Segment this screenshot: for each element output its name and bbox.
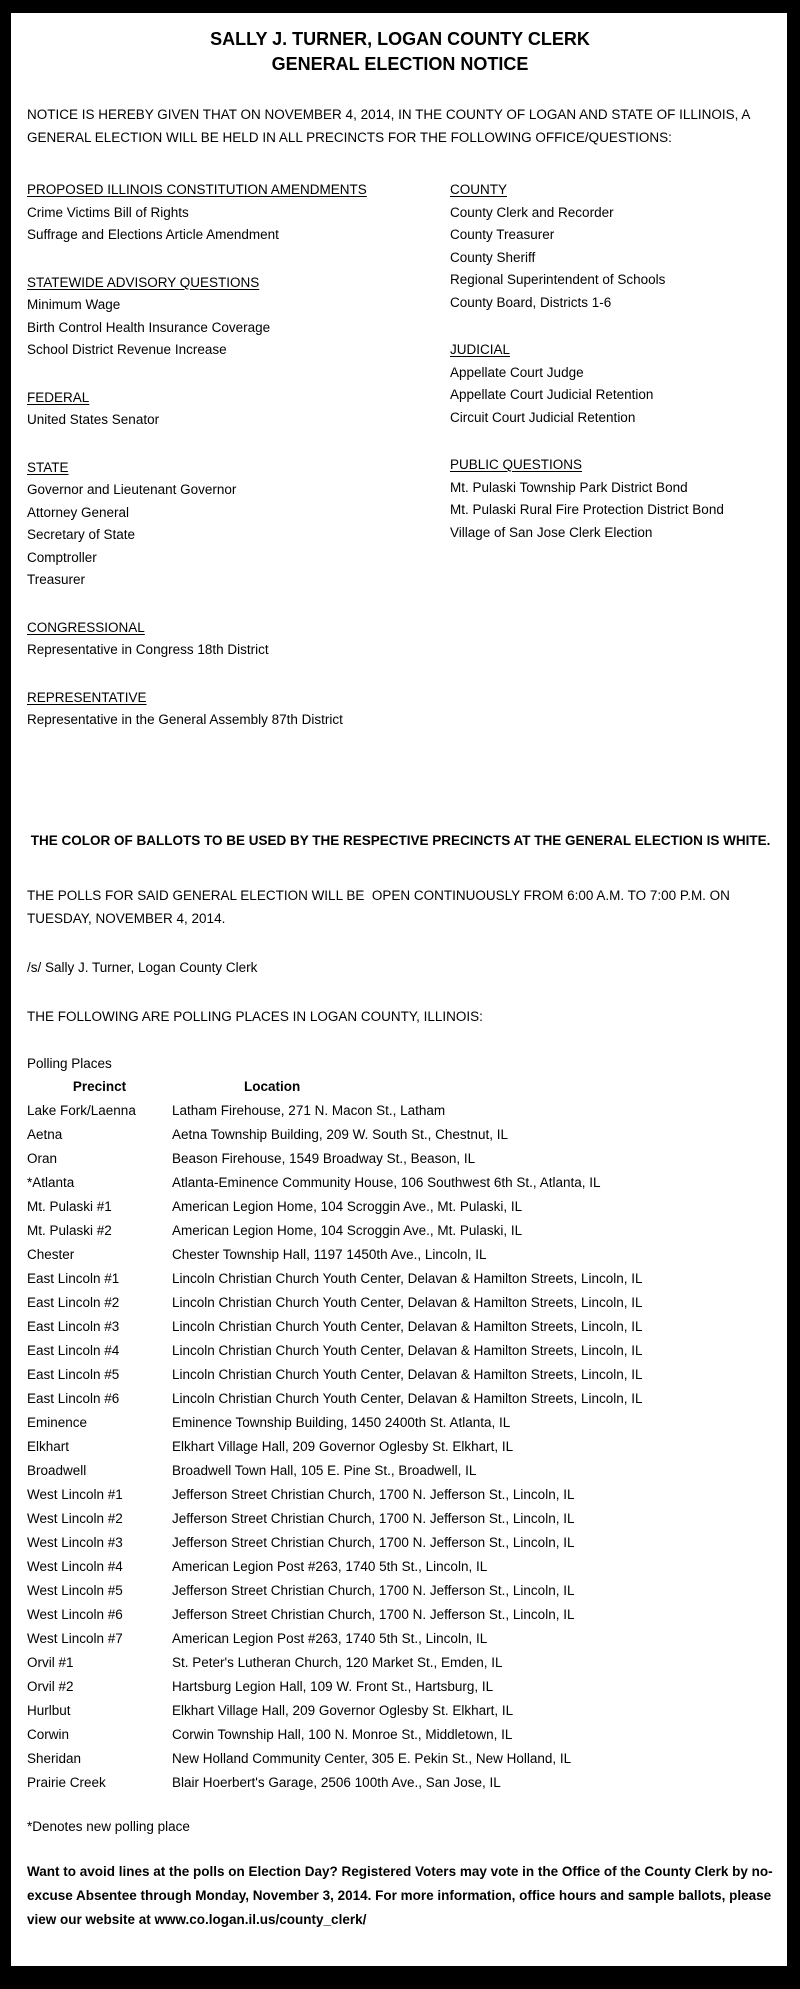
table-body <box>27 1099 773 1795</box>
office-item: County Treasurer <box>450 227 555 242</box>
office-item: County Sheriff <box>450 249 536 265</box>
precinct-cell: West Lincoln #3 <box>27 1534 123 1550</box>
office-section <box>27 457 450 592</box>
table-row <box>27 1291 773 1315</box>
location-cell: Jefferson Street Christian Church, 1700 N. Jefferson St., Lincoln, IL <box>172 1606 575 1622</box>
table-row <box>27 1555 773 1579</box>
location-cell: Broadwell Town Hall, 105 E. Pine St., Broadwell, IL <box>172 1462 477 1478</box>
office-column-left <box>27 179 450 757</box>
location-cell: Lincoln Christian Church Youth Center, Delavan & Hamilton Streets, Lincoln, IL <box>172 1390 643 1406</box>
table-row <box>27 1723 773 1747</box>
precinct-cell: West Lincoln #6 <box>27 1606 123 1622</box>
new-polling-place-footnote: *Denotes new polling place <box>27 1818 190 1834</box>
table-row <box>27 1747 773 1771</box>
office-section <box>27 687 450 732</box>
table-row <box>27 1507 773 1531</box>
table-row <box>27 1627 773 1651</box>
document-title-line2: GENERAL ELECTION NOTICE <box>271 54 529 74</box>
office-section <box>27 617 450 662</box>
office-item: Mt. Pulaski Rural Fire Protection District Bond <box>450 502 724 517</box>
office-item: Village of San Jose Clerk Election <box>450 524 653 540</box>
location-cell: American Legion Post #263, 1740 5th St., Lincoln, IL <box>172 1630 488 1646</box>
section-heading: CONGRESSIONAL <box>27 619 145 635</box>
office-item: Governor and Lieutenant Governor <box>27 482 237 497</box>
location-cell: Hartsburg Legion Hall, 109 W. Front St., Hartsburg, IL <box>172 1678 494 1694</box>
polling-places-table <box>27 1075 773 1795</box>
table-row <box>27 1219 773 1243</box>
table-row <box>27 1171 773 1195</box>
table-row <box>27 1339 773 1363</box>
precinct-cell: Broadwell <box>27 1462 87 1478</box>
location-cell: Atlanta-Eminence Community House, 106 Southwest 6th St., Atlanta, IL <box>172 1174 601 1190</box>
section-heading: FEDERAL <box>27 389 90 405</box>
precinct-cell: Aetna <box>27 1126 63 1142</box>
table-row <box>27 1147 773 1171</box>
office-section <box>450 179 773 314</box>
precinct-cell: Hurlbut <box>27 1702 71 1718</box>
section-heading: PUBLIC QUESTIONS <box>450 457 583 472</box>
office-item: Circuit Court Judicial Retention <box>450 409 636 425</box>
office-item: County Clerk and Recorder <box>450 204 614 220</box>
section-heading: STATEWIDE ADVISORY QUESTIONS <box>27 274 260 290</box>
location-cell: Jefferson Street Christian Church, 1700 N. Jefferson St., Lincoln, IL <box>172 1510 575 1526</box>
location-cell: Blair Hoerbert's Garage, 2506 100th Ave., San Jose, IL <box>172 1774 501 1790</box>
absentee-voting-notice: Want to avoid lines at the polls on Election Day? Registered Voters may vote in the Office of the County Clerk by no-excuse Absentee through Monday, November 3, 2014. For more information, office hours and sample ballots, please view our website at www.co.logan.il.us/county_clerk/ <box>27 1863 773 1927</box>
precinct-cell: West Lincoln #7 <box>27 1630 123 1646</box>
precinct-cell: East Lincoln #4 <box>27 1342 120 1358</box>
ballot-color-notice: THE COLOR OF BALLOTS TO BE USED BY THE RESPECTIVE PRECINCTS AT THE GENERAL ELECTION IS WHITE. <box>27 832 771 848</box>
location-cell: Chester Township Hall, 1197 1450th Ave., Lincoln, IL <box>172 1246 487 1262</box>
polling-places-intro: THE FOLLOWING ARE POLLING PLACES IN LOGAN COUNTY, ILLINOIS: <box>27 1008 483 1024</box>
office-item: Appellate Court Judge <box>450 364 584 380</box>
location-cell: Latham Firehouse, 271 N. Macon St., Latham <box>172 1102 446 1118</box>
precinct-cell: Lake Fork/Laenna <box>27 1102 136 1118</box>
precinct-cell: Prairie Creek <box>27 1774 106 1790</box>
location-cell: St. Peter's Lutheran Church, 120 Market St., Emden, IL <box>172 1654 503 1670</box>
office-item: United States Senator <box>27 412 160 427</box>
location-cell: Beason Firehouse, 1549 Broadway St., Beason, IL <box>172 1150 476 1166</box>
precinct-cell: West Lincoln #5 <box>27 1582 123 1598</box>
location-cell: American Legion Home, 104 Scroggin Ave., Mt. Pulaski, IL <box>172 1198 523 1214</box>
section-heading: COUNTY <box>450 182 507 197</box>
precinct-cell: *Atlanta <box>27 1174 75 1190</box>
precinct-cell: Mt. Pulaski #1 <box>27 1198 112 1214</box>
office-section <box>27 387 450 432</box>
precinct-cell: West Lincoln #2 <box>27 1510 123 1526</box>
location-cell: Jefferson Street Christian Church, 1700 N. Jefferson St., Lincoln, IL <box>172 1486 575 1502</box>
section-heading: JUDICIAL <box>450 342 511 357</box>
document-title-line1: SALLY J. TURNER, LOGAN COUNTY CLERK <box>210 29 590 49</box>
table-row <box>27 1771 773 1795</box>
precinct-cell: West Lincoln #4 <box>27 1558 123 1574</box>
location-cell: Elkhart Village Hall, 209 Governor Oglesby St. Elkhart, IL <box>172 1702 514 1718</box>
table-row <box>27 1363 773 1387</box>
office-item: Representative in the General Assembly 87th District <box>27 712 343 727</box>
office-item: Regional Superintendent of Schools <box>450 272 666 287</box>
office-item: Appellate Court Judicial Retention <box>450 387 654 402</box>
office-item: Crime Victims Bill of Rights <box>27 204 189 220</box>
precinct-cell: Oran <box>27 1150 58 1166</box>
table-row <box>27 1267 773 1291</box>
location-column-header: Location <box>244 1078 301 1094</box>
table-row <box>27 1651 773 1675</box>
table-row <box>27 1099 773 1123</box>
office-item: Secretary of State <box>27 527 136 542</box>
notice-page <box>11 13 787 1966</box>
clerk-signature-line: /s/ Sally J. Turner, Logan County Clerk <box>27 959 258 975</box>
precinct-cell: Mt. Pulaski #2 <box>27 1222 112 1238</box>
office-item: Suffrage and Elections Article Amendment <box>27 227 279 242</box>
table-row <box>27 1675 773 1699</box>
office-section <box>27 272 450 362</box>
location-cell: Jefferson Street Christian Church, 1700 N. Jefferson St., Lincoln, IL <box>172 1534 575 1550</box>
location-cell: Aetna Township Building, 209 W. South St., Chestnut, IL <box>172 1126 508 1142</box>
location-cell: American Legion Home, 104 Scroggin Ave., Mt. Pulaski, IL <box>172 1222 523 1238</box>
precinct-cell: East Lincoln #3 <box>27 1318 120 1334</box>
precinct-cell: Sheridan <box>27 1750 82 1766</box>
location-cell: American Legion Post #263, 1740 5th St., Lincoln, IL <box>172 1558 488 1574</box>
precinct-column-header: Precinct <box>72 1078 127 1094</box>
precinct-cell: East Lincoln #2 <box>27 1294 120 1310</box>
polling-places-label: Polling Places <box>27 1055 112 1071</box>
table-row <box>27 1195 773 1219</box>
location-cell: New Holland Community Center, 305 E. Pekin St., New Holland, IL <box>172 1750 572 1766</box>
precinct-cell: Eminence <box>27 1414 88 1430</box>
notice-intro-paragraph: NOTICE IS HEREBY GIVEN THAT ON NOVEMBER 4, 2014, IN THE COUNTY OF LOGAN AND STATE OF ILLINOIS, A GENERAL ELECTION WILL BE HELD IN ALL PRECINCTS FOR THE FOLLOWING OFFICE/QUESTIONS: <box>27 107 750 145</box>
section-heading: REPRESENTATIVE <box>27 689 147 705</box>
precinct-cell: East Lincoln #6 <box>27 1390 120 1406</box>
table-row <box>27 1387 773 1411</box>
table-row <box>27 1315 773 1339</box>
section-heading: STATE <box>27 459 69 475</box>
location-cell: Lincoln Christian Church Youth Center, Delavan & Hamilton Streets, Lincoln, IL <box>172 1366 643 1382</box>
precinct-cell: Orvil #1 <box>27 1654 74 1670</box>
table-row <box>27 1699 773 1723</box>
precinct-cell: Corwin <box>27 1726 70 1742</box>
office-section <box>450 454 773 544</box>
location-cell: Elkhart Village Hall, 209 Governor Oglesby St. Elkhart, IL <box>172 1438 514 1454</box>
location-cell: Jefferson Street Christian Church, 1700 N. Jefferson St., Lincoln, IL <box>172 1582 575 1598</box>
table-row <box>27 1435 773 1459</box>
table-row <box>27 1579 773 1603</box>
table-row <box>27 1459 773 1483</box>
precinct-cell: East Lincoln #5 <box>27 1366 120 1382</box>
office-item: County Board, Districts 1-6 <box>450 294 612 310</box>
precinct-cell: West Lincoln #1 <box>27 1486 123 1502</box>
office-item: Comptroller <box>27 549 97 565</box>
precinct-cell: Orvil #2 <box>27 1678 74 1694</box>
location-cell: Lincoln Christian Church Youth Center, Delavan & Hamilton Streets, Lincoln, IL <box>172 1318 643 1334</box>
location-cell: Eminence Township Building, 1450 2400th St. Atlanta, IL <box>172 1414 511 1430</box>
table-row <box>27 1483 773 1507</box>
precinct-cell: East Lincoln #1 <box>27 1270 120 1286</box>
office-section <box>450 339 773 429</box>
office-section <box>27 179 450 247</box>
table-row <box>27 1603 773 1627</box>
office-item: Attorney General <box>27 504 130 520</box>
table-row <box>27 1411 773 1435</box>
office-item: Birth Control Health Insurance Coverage <box>27 319 271 335</box>
office-item: School District Revenue Increase <box>27 342 227 357</box>
location-cell: Corwin Township Hall, 100 N. Monroe St., Middletown, IL <box>172 1726 513 1742</box>
table-row <box>27 1531 773 1555</box>
polls-hours-notice: THE POLLS FOR SAID GENERAL ELECTION WILL BE OPEN CONTINUOUSLY FROM 6:00 A.M. TO 7:00 P.M. ON TUESDAY, NOVEMBER 4, 2014. <box>27 887 734 926</box>
location-cell: Lincoln Christian Church Youth Center, Delavan & Hamilton Streets, Lincoln, IL <box>172 1270 643 1286</box>
precinct-cell: Elkhart <box>27 1438 70 1454</box>
table-header-row <box>27 1075 773 1099</box>
precinct-cell: Chester <box>27 1246 75 1262</box>
office-column-right <box>450 179 773 757</box>
office-question-columns <box>27 179 773 757</box>
office-item: Minimum Wage <box>27 297 121 312</box>
location-cell: Lincoln Christian Church Youth Center, Delavan & Hamilton Streets, Lincoln, IL <box>172 1342 643 1358</box>
office-item: Representative in Congress 18th District <box>27 642 269 657</box>
office-item: Treasurer <box>27 572 86 587</box>
section-heading: PROPOSED ILLINOIS CONSTITUTION AMENDMENTS <box>27 182 367 197</box>
office-item: Mt. Pulaski Township Park District Bond <box>450 479 688 495</box>
table-row <box>27 1123 773 1147</box>
location-cell: Lincoln Christian Church Youth Center, Delavan & Hamilton Streets, Lincoln, IL <box>172 1294 643 1310</box>
table-row <box>27 1243 773 1267</box>
